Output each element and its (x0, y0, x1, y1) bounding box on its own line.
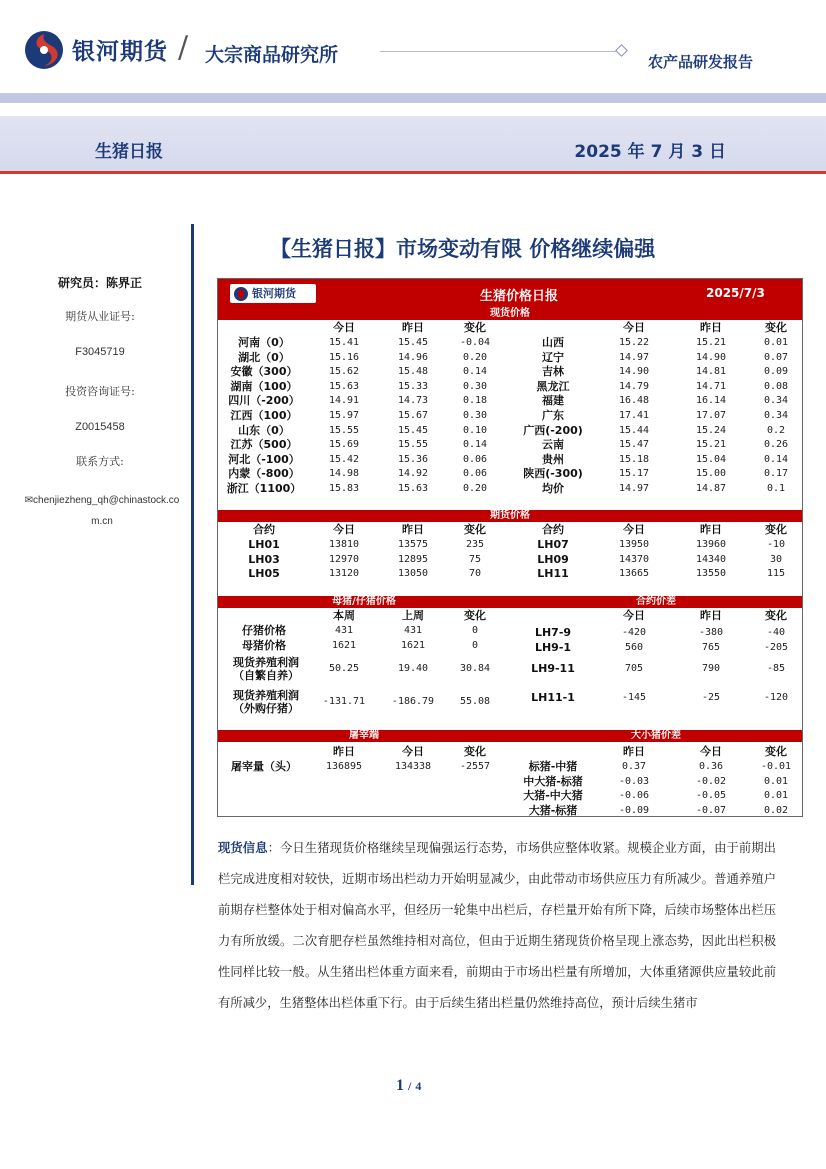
futures-price-cell: 13050 (397, 568, 429, 579)
spot-price-cell: 14.92 (397, 468, 429, 480)
profit-row-sub: （自繁自养） (233, 669, 299, 682)
futures-contract: LH11 (537, 567, 569, 580)
spot-price-cell: 16.48 (618, 395, 650, 407)
sow-header: 上周 (402, 609, 424, 622)
spot-info-text: ：今日生猪现货价格继续呈现偏强运行态势，市场供应整体收紧。规模企业方面，由于前期出栏完成进度相对较快，近期市场出栏动力开始明显减少，由此带动市场供应压力有所减少。普通养殖户前期存栏整体处于相对偏高水平，但经历一轮集中出栏后，存栏量开始有所下降，后续市场整体出栏压力有所放缓。二次育肥存栏虽然维持相对高位，但由于近期生猪现货价格呈现上涨态势，因此出栏积极性同样比较一般。从生猪出栏体重方面来看，前期由于市场出栏量有所增加，大体重猪源供应量较此前有所减少，生猪整体出栏体重下行。由于后续生猪出栏量仍然维持高位，预计后续生猪市 (218, 841, 776, 1010)
sow-section-bar: 母猪/仔猪价格 (218, 596, 510, 608)
spot-price-cell: 15.17 (618, 468, 650, 480)
license-number: F3045719 (75, 346, 125, 358)
futures-contract: LH03 (248, 552, 280, 566)
size-spread-value-cell: 0.01 (763, 775, 789, 787)
spread-value-cell: -85 (766, 663, 786, 674)
spot-price-cell: 14.79 (618, 380, 650, 392)
spot-price-cell: 15.00 (695, 468, 727, 480)
spot-region-name: 内蒙（-800） (228, 467, 300, 481)
license-label: 期货从业证号: (65, 310, 135, 323)
slaughter-row-name: 屠宰量（头） (231, 760, 297, 773)
spot-region-name: 安徽（300） (230, 365, 298, 379)
futures-header-left: 合约 (253, 523, 275, 536)
profit-value-cell: 30.84 (459, 663, 491, 674)
spot-price-cell: 0.14 (462, 439, 488, 451)
spot-price-cell: 15.47 (618, 439, 650, 451)
slaughter-value-cell: 136895 (325, 761, 363, 772)
spot-price-cell: 15.63 (328, 380, 360, 392)
spread-value-cell: 765 (701, 642, 721, 653)
slaughter-value-cell: -2557 (459, 761, 491, 772)
spot-price-cell: -0.04 (459, 337, 491, 348)
size-spread-header: 变化 (765, 745, 787, 758)
sow-price-cell: 1621 (331, 639, 357, 651)
futures-header-left: 今日 (333, 523, 355, 536)
futures-price-cell: 12895 (397, 553, 429, 565)
slaughter-header: 昨日 (333, 745, 355, 758)
consult-number: Z0015458 (75, 421, 125, 433)
institute-name: 大宗商品研究所 (205, 44, 339, 66)
daily-title: 生猪日报 (95, 142, 163, 162)
spot-price-cell: 15.63 (397, 483, 429, 494)
futures-price-cell: 12970 (328, 553, 360, 565)
spot-price-cell: 0.14 (462, 366, 488, 378)
size-spread-value-cell: -0.06 (618, 790, 650, 801)
spot-price-cell: 0.10 (462, 424, 488, 436)
sow-price-cell: 1621 (400, 639, 426, 651)
size-spread-value-cell: 0.37 (621, 761, 647, 772)
size-spread-value-cell: -0.01 (760, 761, 792, 772)
spot-price-cell: 0.20 (462, 351, 488, 363)
futures-price-cell: 14370 (618, 553, 650, 565)
spread-value-cell: -420 (621, 627, 647, 638)
spot-price-cell: 14.96 (397, 351, 429, 363)
spot-region-name: 江苏（500） (230, 438, 298, 452)
sow-price-cell: 431 (403, 625, 423, 636)
report-type: 农产品研发报告 (648, 53, 754, 71)
size-spread-value-cell: -0.09 (618, 804, 650, 816)
size-spread-value-cell: 0.01 (763, 790, 789, 801)
futures-price-cell: 13960 (695, 539, 727, 550)
spread-contract: LH7-9 (534, 626, 572, 639)
spot-region-name: 贵州 (542, 452, 564, 466)
spot-price-cell: 0.07 (763, 351, 789, 363)
size-spread-value-cell: -0.05 (695, 790, 727, 801)
spot-region-name: 江西（100） (230, 409, 298, 422)
spot-header-left: 变化 (464, 321, 486, 334)
spot-price-cell: 15.42 (328, 453, 360, 465)
spot-price-cell: 14.87 (695, 483, 727, 494)
report-date: 2025 年 7 月 3 日 (574, 142, 726, 162)
spot-region-name: 河南（0） (238, 336, 290, 349)
brand-name: 银河期货 (72, 39, 168, 65)
researcher-name: 研究员：陈界正 (57, 276, 142, 290)
futures-price-cell: 13575 (397, 539, 429, 550)
futures-section-bar: 期货价格 (218, 510, 802, 522)
spot-price-cell: 0.17 (763, 468, 789, 480)
report-header (0, 0, 826, 175)
size-spread-section-bar: 大小猪价差 (510, 730, 802, 742)
slaughter-section-bar: 屠宰端 (218, 730, 510, 742)
spot-price-cell: 15.45 (397, 337, 429, 348)
spot-price-cell: 16.14 (695, 395, 727, 407)
spot-price-cell: 15.24 (695, 424, 727, 436)
spot-header-left: 今日 (333, 321, 355, 334)
sidebar-divider-tail (191, 857, 194, 885)
futures-price-cell: 75 (468, 553, 482, 565)
spot-region-name: 浙江（1100） (226, 482, 302, 495)
futures-header-right: 今日 (623, 523, 645, 536)
spot-price-cell: 0.14 (763, 453, 789, 465)
spot-info-lead: 现货信息 (218, 841, 268, 855)
spot-price-cell: 0.06 (462, 453, 488, 465)
size-spread-name: 大猪-中大猪 (523, 789, 583, 802)
spread-value-cell: -40 (766, 627, 786, 638)
spot-price-cell: 15.04 (695, 453, 727, 465)
spot-price-cell: 15.44 (618, 424, 650, 436)
futures-header-right: 昨日 (700, 523, 722, 536)
spot-region-name: 广东 (542, 409, 564, 422)
spot-region-name: 山西 (542, 336, 564, 349)
size-spread-value-cell: 0.36 (698, 761, 724, 772)
futures-price-cell: 115 (766, 568, 786, 579)
spread-value-cell: -25 (701, 692, 721, 703)
spot-region-name: 黑龙江 (536, 379, 570, 393)
size-spread-name: 中大猪-标猪 (523, 774, 583, 788)
spot-price-cell: 15.16 (328, 351, 360, 363)
spot-price-cell: 17.41 (618, 410, 650, 421)
spot-price-cell: 0.08 (763, 380, 789, 392)
futures-header-right: 合约 (542, 523, 564, 536)
spot-price-cell: 14.90 (618, 366, 650, 378)
page-current: 1 (396, 1077, 404, 1094)
spot-section-bar: 现货价格 (218, 308, 802, 320)
main-title: 【生猪日报】市场变动有限 价格继续偏强 (270, 237, 656, 261)
spread-section-bar: 合约价差 (510, 596, 802, 608)
spread-value-cell: 790 (701, 663, 721, 674)
size-spread-name: 大猪-标猪 (528, 803, 578, 817)
contact-email[interactable]: ✉chenjiezheng_qh@chinastock.com.cn (24, 495, 180, 527)
spot-price-cell: 15.45 (397, 424, 429, 436)
spot-price-cell: 15.55 (328, 424, 360, 436)
profit-value-cell: -186.79 (391, 696, 435, 707)
spot-price-cell: 15.36 (397, 453, 429, 465)
size-spread-value-cell: -0.02 (695, 775, 727, 787)
futures-price-cell: 13665 (618, 568, 650, 579)
spot-region-name: 吉林 (542, 365, 564, 379)
table-logo-icon (234, 287, 248, 301)
profit-value-cell: 55.08 (459, 696, 491, 707)
futures-price-cell: 13120 (328, 568, 360, 579)
page-number: 1 / 4 (396, 1077, 422, 1094)
futures-contract: LH09 (537, 552, 569, 566)
spot-price-cell: 14.81 (695, 366, 727, 378)
spot-header-right: 变化 (765, 321, 787, 334)
sow-row-name: 母猪价格 (242, 638, 286, 652)
spot-price-cell: 0.09 (763, 366, 789, 378)
slaughter-header: 今日 (402, 745, 424, 758)
spot-price-cell: 15.21 (695, 439, 727, 451)
spot-price-cell: 17.07 (695, 410, 727, 421)
price-table (217, 278, 803, 817)
spot-region-name: 广西(-200) (523, 423, 583, 437)
spot-price-cell: 0.30 (462, 410, 488, 421)
page-total: 4 (415, 1079, 422, 1093)
header-rule (380, 51, 620, 52)
size-spread-value-cell: -0.07 (695, 804, 727, 816)
spread-header: 今日 (623, 609, 645, 622)
spread-value-cell: -120 (763, 692, 789, 703)
spot-price-cell: 15.62 (328, 366, 360, 378)
spot-price-cell: 15.48 (397, 366, 429, 378)
spread-value-cell: 560 (624, 642, 644, 653)
sow-price-cell: 0 (471, 625, 479, 636)
futures-header-right: 变化 (765, 523, 787, 536)
spot-region-name: 湖北（0） (238, 350, 290, 364)
spread-value-cell: 705 (624, 663, 644, 674)
spot-price-cell: 15.69 (328, 439, 360, 451)
size-spread-name: 标猪-中猪 (528, 760, 578, 773)
profit-value-cell: 50.25 (328, 663, 360, 674)
spread-value-cell: -145 (621, 692, 647, 703)
sow-price-cell: 431 (334, 625, 354, 636)
spot-region-name: 辽宁 (542, 350, 564, 364)
spot-price-cell: 14.91 (328, 395, 360, 407)
spot-price-cell: 0.06 (462, 468, 488, 480)
spot-price-cell: 0.30 (462, 380, 488, 392)
spot-region-name: 河北（-100） (228, 452, 300, 466)
spot-price-cell: 0.26 (763, 439, 789, 451)
spot-price-cell: 15.55 (397, 439, 429, 451)
spot-info-paragraph (218, 833, 776, 1019)
futures-contract: LH05 (248, 567, 280, 580)
slaughter-value-cell: 134338 (394, 761, 432, 772)
profit-row-name: 现货养殖利润 (233, 689, 299, 702)
spot-price-cell: 0.18 (462, 395, 488, 407)
spot-region-name: 山东（0） (238, 423, 290, 437)
sow-row-name: 仔猪价格 (242, 624, 286, 637)
table-logo (230, 284, 316, 303)
spot-region-name: 均价 (542, 482, 564, 495)
spot-header-right: 今日 (623, 321, 645, 334)
spot-region-name: 四川（-200） (228, 394, 300, 408)
spot-price-cell: 15.18 (618, 453, 650, 465)
spot-price-cell: 0.34 (763, 410, 789, 421)
table-logo-text: 银河期货 (252, 287, 296, 300)
spot-price-cell: 14.73 (397, 395, 429, 407)
futures-price-cell: 30 (769, 553, 783, 565)
spot-region-name: 湖南（100） (230, 379, 298, 393)
profit-value-cell: 19.40 (397, 663, 429, 674)
brand-divider: / (178, 30, 189, 65)
size-spread-value-cell: -0.03 (618, 775, 650, 787)
spot-price-cell: 15.83 (328, 483, 360, 494)
spread-contract: LH9-11 (531, 662, 575, 675)
slaughter-header: 变化 (464, 745, 486, 758)
futures-price-cell: 13950 (618, 539, 650, 550)
spot-price-cell: 0.01 (763, 337, 789, 348)
futures-price-cell: 13550 (695, 568, 727, 579)
spot-price-cell: 0.2 (766, 424, 786, 436)
spread-value-cell: -380 (698, 627, 724, 638)
spot-price-cell: 0.20 (462, 483, 488, 494)
table-date: 2025/7/3 (706, 286, 765, 300)
spread-value-cell: -205 (763, 642, 789, 653)
sow-price-cell: 0 (471, 639, 479, 651)
futures-price-cell: -10 (766, 539, 786, 550)
header-band (0, 93, 826, 103)
spot-region-name: 福建 (542, 394, 564, 408)
title-band-underline (0, 171, 826, 174)
spot-price-cell: 15.33 (397, 380, 429, 392)
sow-header: 本周 (333, 609, 355, 622)
futures-price-cell: 70 (468, 568, 482, 579)
spread-contract: LH11-1 (531, 691, 575, 704)
spot-price-cell: 15.21 (695, 337, 727, 348)
profit-row-name: 现货养殖利润 (233, 656, 299, 669)
spot-header-left: 昨日 (402, 321, 424, 334)
diamond-ornament-icon (615, 44, 628, 57)
table-header-bar (218, 279, 802, 308)
galaxy-futures-logo-icon (24, 30, 64, 70)
consult-label: 投资咨询证号: (65, 385, 135, 398)
spot-price-cell: 14.97 (618, 483, 650, 494)
spot-price-cell: 14.71 (695, 380, 727, 392)
spot-price-cell: 15.67 (397, 410, 429, 421)
futures-contract: LH07 (537, 538, 569, 551)
spot-header-right: 昨日 (700, 321, 722, 334)
profit-value-cell: -131.71 (322, 696, 366, 707)
table-title: 生猪价格日报 (480, 289, 559, 304)
contact-label: 联系方式: (76, 455, 124, 468)
spot-price-cell: 14.98 (328, 468, 360, 480)
spot-price-cell: 14.97 (618, 351, 650, 363)
futures-price-cell: 235 (465, 539, 485, 550)
futures-header-left: 变化 (464, 523, 486, 536)
spot-region-name: 云南 (542, 438, 564, 452)
futures-price-cell: 13810 (328, 539, 360, 550)
spread-header: 变化 (765, 609, 787, 622)
profit-row-sub: （外购仔猪） (233, 702, 299, 715)
futures-price-cell: 14340 (695, 553, 727, 565)
size-spread-header: 今日 (700, 745, 722, 758)
futures-header-left: 昨日 (402, 523, 424, 536)
spot-price-cell: 15.97 (328, 410, 360, 421)
spread-header: 昨日 (700, 609, 722, 622)
spot-region-name: 陕西(-300) (523, 467, 583, 481)
spread-contract: LH9-1 (534, 641, 572, 654)
spot-price-cell: 15.41 (328, 337, 360, 348)
spot-price-cell: 14.90 (695, 351, 727, 363)
spot-price-cell: 0.34 (763, 395, 789, 407)
sidebar-divider (191, 224, 194, 857)
futures-contract: LH01 (248, 538, 280, 551)
spot-price-cell: 0.1 (766, 483, 786, 494)
size-spread-header: 昨日 (623, 745, 645, 758)
sow-header: 变化 (464, 609, 486, 622)
spot-price-cell: 15.22 (618, 337, 650, 348)
size-spread-value-cell: 0.02 (763, 804, 789, 816)
